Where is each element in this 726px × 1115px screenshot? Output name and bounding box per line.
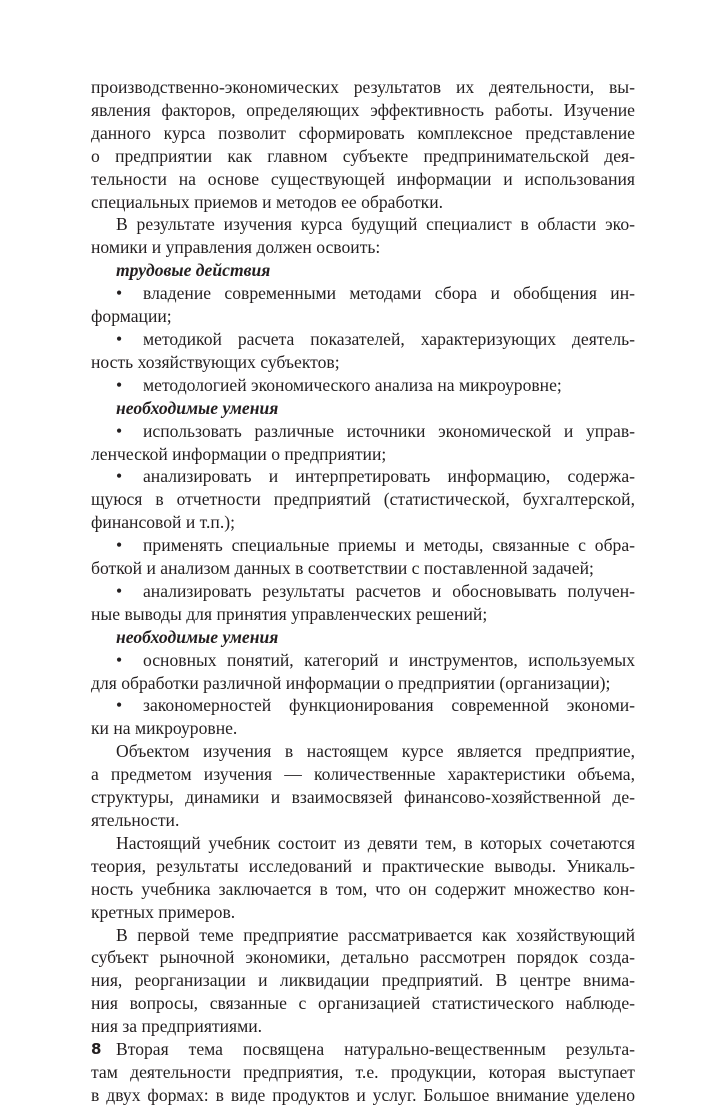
line-text: теория, результаты исследований и практические выводы. Уникаль-	[91, 855, 635, 876]
bullet-icon: •	[116, 649, 123, 670]
text-line	[91, 924, 635, 947]
text-line	[91, 236, 635, 259]
text-line	[91, 694, 635, 717]
bullet-icon: •	[116, 283, 123, 304]
bullet-item	[91, 374, 635, 397]
text-line	[91, 946, 635, 969]
line-text: а предметом изучения — количественные характеристики объема,	[91, 764, 635, 785]
text-line	[91, 191, 635, 214]
bullet-icon: •	[116, 328, 123, 349]
line-text: специальных приемов и методов ее обработки.	[91, 191, 444, 212]
text-line	[91, 374, 635, 397]
line-text: ные выводы для принятия управленческих решений;	[91, 603, 488, 624]
line-text: данного курса позволит сформировать комплексное представление	[91, 122, 635, 143]
text-line	[91, 878, 635, 901]
line-text: применять специальные приемы и методы, связанные с обра-	[143, 535, 635, 556]
line-text: ния вопросы, связанные с организацией статистического наблюде-	[91, 993, 635, 1014]
line-text: формации;	[91, 306, 172, 327]
bullet-icon: •	[116, 374, 123, 395]
text-line	[91, 282, 635, 305]
text-line	[91, 763, 635, 786]
line-text: там деятельности предприятия, т.е. продукции, которая выступает	[91, 1061, 635, 1082]
paragraph	[91, 740, 635, 832]
text-line	[91, 213, 635, 236]
text-line	[91, 534, 635, 557]
text-line	[91, 786, 635, 809]
list-heading: необходимые умения	[116, 626, 279, 647]
text-line	[91, 557, 635, 580]
line-text: владение современными методами сбора и обобщения ин-	[143, 283, 635, 304]
text-line	[91, 603, 635, 626]
line-text: в двух формах: в виде продуктов и услуг. Большое внимание уделено	[91, 1084, 635, 1105]
line-text: боткой и анализом данных в соответствии с поставленной задачей;	[91, 558, 594, 579]
line-text: анализировать результаты расчетов и обосновывать получен-	[143, 580, 635, 601]
text-line	[91, 1061, 635, 1084]
text-line	[91, 328, 635, 351]
page-body	[91, 76, 635, 1107]
line-text: субъект рыночной экономики, детально рассмотрен порядок созда-	[91, 947, 635, 968]
text-line	[91, 901, 635, 924]
text-line	[91, 122, 635, 145]
text-line	[91, 672, 635, 695]
line-text: структуры, динамики и взаимосвязей финансово-хозяйственной де-	[91, 787, 635, 808]
bullet-item	[91, 580, 635, 626]
line-text: Настоящий учебник состоит из девяти тем, в которых сочетаются	[116, 832, 635, 853]
text-line	[91, 511, 635, 534]
line-text: анализировать и интерпретировать информацию, содержа-	[143, 466, 635, 487]
line-text: кретных примеров.	[91, 901, 236, 922]
bullet-icon: •	[116, 466, 123, 487]
bullet-item	[91, 465, 635, 534]
paragraph	[91, 76, 635, 213]
text-line	[91, 580, 635, 603]
line-text: ния, реорганизации и ликвидации предприятий. В центре внима-	[91, 970, 635, 991]
text-line	[91, 809, 635, 832]
line-text: тельности на основе существующей информации и использования	[91, 168, 635, 189]
text-line	[91, 420, 635, 443]
bullet-item	[91, 420, 635, 466]
text-line	[91, 76, 635, 99]
line-text: ность хозяйствующих субъектов;	[91, 351, 340, 372]
text-line	[91, 1038, 635, 1061]
bullet-item	[91, 328, 635, 374]
line-text: методикой расчета показателей, характеризующих деятель-	[143, 328, 635, 349]
bullet-icon: •	[116, 420, 123, 441]
text-line	[91, 992, 635, 1015]
line-text: В первой теме предприятие рассматривается как хозяйствующий	[116, 924, 635, 945]
paragraph	[91, 1038, 635, 1107]
line-text: Вторая тема посвящена натурально-вещественным результа-	[116, 1039, 635, 1060]
line-text: явления факторов, определяющих эффективность работы. Изучение	[91, 99, 635, 120]
text-line	[91, 488, 635, 511]
line-text: ность учебника заключается в том, что он содержит множество кон-	[91, 878, 635, 899]
line-text: Объектом изучения в настоящем курсе является предприятие,	[116, 741, 635, 762]
line-text: методологией экономического анализа на микроуровне;	[143, 374, 562, 395]
text-line	[91, 832, 635, 855]
line-text: основных понятий, категорий и инструментов, используемых	[143, 649, 635, 670]
line-text: использовать различные источники экономической и управ-	[143, 420, 635, 441]
list-heading: необходимые умения	[116, 397, 279, 418]
paragraph	[91, 832, 635, 924]
text-line	[91, 717, 635, 740]
text-line	[91, 1084, 635, 1107]
text-line	[91, 855, 635, 878]
line-text: ятельности.	[91, 810, 180, 830]
text-line	[91, 305, 635, 328]
bullet-item	[91, 649, 635, 695]
line-text: производственно-экономических результатов их деятельности, вы-	[91, 77, 635, 97]
text-line	[91, 740, 635, 763]
text-line	[91, 443, 635, 466]
bullet-icon: •	[116, 580, 123, 601]
text-line	[91, 168, 635, 191]
line-text: для обработки различной информации о предприятии (организации);	[91, 672, 611, 693]
text-line	[91, 649, 635, 672]
line-text: ния за предприятиями.	[91, 1016, 263, 1037]
line-text: закономерностей функционирования современной экономи-	[143, 695, 635, 716]
line-text: ленческой информации о предприятии;	[91, 443, 387, 464]
text-line	[91, 969, 635, 992]
text-line	[91, 99, 635, 122]
paragraph	[91, 213, 635, 259]
line-text: ки на микроуровне.	[91, 718, 238, 739]
bullet-icon: •	[116, 535, 123, 556]
bullet-icon: •	[116, 695, 123, 716]
list-heading: трудовые действия	[116, 260, 271, 281]
bullet-item	[91, 694, 635, 740]
bullet-item	[91, 534, 635, 580]
paragraph	[91, 924, 635, 1039]
bullet-item	[91, 282, 635, 328]
text-line	[91, 1015, 635, 1038]
line-text: финансовой и т.п.);	[91, 512, 235, 533]
line-text: В результате изучения курса будущий специалист в области эко-	[116, 214, 635, 235]
text-line	[91, 145, 635, 168]
text-line	[91, 465, 635, 488]
line-text: о предприятии как главном субъекте предпринимательской дея-	[91, 145, 635, 166]
line-text: номики и управления должен освоить:	[91, 237, 381, 258]
page-number: 8	[91, 1040, 102, 1058]
line-text: щуюся в отчетности предприятий (статистической, бухгалтерской,	[91, 489, 635, 510]
text-line	[91, 351, 635, 374]
